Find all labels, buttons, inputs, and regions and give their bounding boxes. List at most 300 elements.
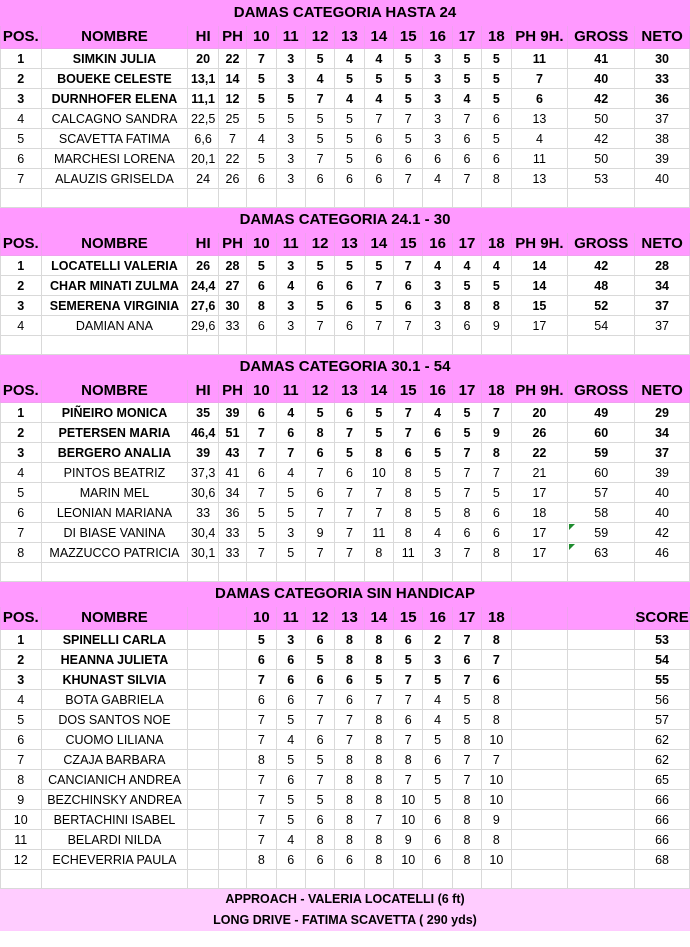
- cell-pos: 3: [1, 296, 42, 316]
- cell-score: 56: [635, 690, 690, 710]
- cell-ph: 41: [218, 463, 246, 483]
- cell-hole: 7: [247, 49, 276, 69]
- empty-cell: [568, 690, 635, 710]
- cell-neto: 40: [635, 169, 690, 189]
- cell-neto: 40: [635, 503, 690, 523]
- empty-cell: [511, 830, 568, 850]
- empty-cell: [452, 870, 481, 889]
- cell-hole: 8: [482, 690, 511, 710]
- empty-cell: [568, 670, 635, 690]
- header-hole: 13: [335, 380, 364, 403]
- empty-cell: [511, 563, 568, 582]
- header-hole: 14: [364, 233, 393, 256]
- cell-hole: 7: [452, 483, 481, 503]
- cell-ph: 7: [218, 129, 246, 149]
- cell-hole: 7: [394, 730, 423, 750]
- cell-name: DAMIAN ANA: [41, 316, 188, 336]
- cell-ph: 30: [218, 296, 246, 316]
- cell-hole: 8: [452, 790, 481, 810]
- cell-hole: 5: [335, 149, 364, 169]
- cell-pos: 1: [1, 630, 42, 650]
- cell-hole: 3: [276, 523, 305, 543]
- empty-cell: [511, 750, 568, 770]
- cell-neto: 29: [635, 403, 690, 423]
- empty-cell: [188, 730, 218, 750]
- header-hole: 10: [247, 607, 276, 630]
- cell-hole: 7: [394, 403, 423, 423]
- cell-name: MAZZUCCO PATRICIA: [41, 543, 188, 563]
- cell-hole: 8: [364, 770, 393, 790]
- cell-hole: 3: [423, 89, 452, 109]
- table-row: [1, 129, 690, 149]
- header-hi: HI: [188, 233, 218, 256]
- cell-hi: 24,4: [188, 276, 218, 296]
- cell-hole: 6: [482, 523, 511, 543]
- cell-hole: 8: [305, 423, 334, 443]
- cell-gross: 59: [568, 523, 635, 543]
- cell-hole: 11: [394, 543, 423, 563]
- cell-hole: 6: [364, 169, 393, 189]
- table-row: [1, 830, 690, 850]
- cell-hole: 5: [364, 69, 393, 89]
- cell-hole: 8: [364, 730, 393, 750]
- cell-hole: 7: [452, 770, 481, 790]
- header-ph: PH: [218, 26, 246, 49]
- cell-hole: 7: [247, 790, 276, 810]
- cell-hole: 4: [305, 69, 334, 89]
- cell-ph9: 18: [511, 503, 568, 523]
- cell-hole: 5: [335, 69, 364, 89]
- cell-hole: 8: [482, 630, 511, 650]
- category-title: DAMAS CATEGORIA HASTA 24: [1, 1, 690, 26]
- cell-hole: 8: [364, 750, 393, 770]
- cell-hole: 8: [364, 710, 393, 730]
- empty-cell: [364, 563, 393, 582]
- empty-cell: [482, 563, 511, 582]
- cell-hole: 6: [276, 670, 305, 690]
- cell-hole: 5: [305, 296, 334, 316]
- cell-ph9: 7: [511, 69, 568, 89]
- cell-hole: 8: [247, 296, 276, 316]
- empty-cell: [276, 336, 305, 355]
- footer-approach-row: [1, 889, 690, 910]
- cell-hole: 4: [423, 256, 452, 276]
- cell-hole: 6: [305, 169, 334, 189]
- cell-gross: 63: [568, 543, 635, 563]
- header-hole: 10: [247, 380, 276, 403]
- cell-hole: 8: [335, 630, 364, 650]
- empty-cell: [188, 607, 218, 630]
- empty-cell: [511, 670, 568, 690]
- header-ph: PH: [218, 380, 246, 403]
- cell-hole: 10: [482, 770, 511, 790]
- header-hole: 14: [364, 607, 393, 630]
- cell-hole: 8: [394, 503, 423, 523]
- long-drive-award: LONG DRIVE - FATIMA SCAVETTA ( 290 yds): [1, 910, 690, 931]
- cell-hole: 7: [364, 690, 393, 710]
- empty-cell: [188, 563, 218, 582]
- cell-hole: 5: [276, 483, 305, 503]
- cell-hole: 5: [247, 256, 276, 276]
- cell-hole: 7: [482, 650, 511, 670]
- cell-hole: 6: [247, 463, 276, 483]
- cell-hole: 3: [276, 69, 305, 89]
- empty-cell: [511, 690, 568, 710]
- cell-pos: 2: [1, 276, 42, 296]
- cell-ph: 27: [218, 276, 246, 296]
- header-hole: 13: [335, 26, 364, 49]
- empty-cell: [218, 563, 246, 582]
- header-neto: NETO: [635, 26, 690, 49]
- empty-cell: [218, 790, 246, 810]
- empty-cell: [188, 750, 218, 770]
- table-row: [1, 49, 690, 69]
- header-hole: 18: [482, 607, 511, 630]
- cell-name: CANCIANICH ANDREA: [41, 770, 188, 790]
- empty-cell: [568, 730, 635, 750]
- cell-hole: 5: [452, 710, 481, 730]
- empty-cell: [364, 189, 393, 208]
- header-ph9: PH 9H.: [511, 233, 568, 256]
- cell-hole: 3: [423, 109, 452, 129]
- cell-hole: 5: [276, 810, 305, 830]
- cell-gross: 42: [568, 256, 635, 276]
- empty-cell: [452, 336, 481, 355]
- empty-cell: [335, 189, 364, 208]
- cell-hole: 7: [364, 810, 393, 830]
- header-hole: 13: [335, 233, 364, 256]
- cell-name: SIMKIN JULIA: [41, 49, 188, 69]
- cell-hi: 30,6: [188, 483, 218, 503]
- empty-cell: [482, 336, 511, 355]
- empty-cell: [511, 336, 568, 355]
- cell-hole: 7: [394, 423, 423, 443]
- cell-gross: 41: [568, 49, 635, 69]
- header-hole: 12: [305, 380, 334, 403]
- cell-ph9: 17: [511, 316, 568, 336]
- cell-hole: 6: [423, 850, 452, 870]
- cell-hole: 5: [276, 503, 305, 523]
- cell-ph9: 13: [511, 169, 568, 189]
- empty-cell: [635, 336, 690, 355]
- cell-hi: 22,5: [188, 109, 218, 129]
- cell-pos: 8: [1, 543, 42, 563]
- cell-hole: 10: [482, 850, 511, 870]
- header-hole: 12: [305, 607, 334, 630]
- cell-hole: 5: [364, 670, 393, 690]
- empty-cell: [247, 336, 276, 355]
- cell-hole: 8: [394, 523, 423, 543]
- cell-hole: 7: [364, 276, 393, 296]
- cell-hole: 6: [423, 830, 452, 850]
- empty-cell: [568, 563, 635, 582]
- empty-cell: [218, 750, 246, 770]
- cell-hole: 6: [305, 850, 334, 870]
- cell-hole: 7: [305, 770, 334, 790]
- empty-cell: [568, 750, 635, 770]
- cell-pos: 1: [1, 256, 42, 276]
- table-row: [1, 316, 690, 336]
- empty-cell: [247, 189, 276, 208]
- cell-hole: 6: [364, 149, 393, 169]
- cell-ph: 39: [218, 403, 246, 423]
- cell-hole: 7: [452, 670, 481, 690]
- cell-gross: 54: [568, 316, 635, 336]
- table-row: [1, 543, 690, 563]
- cell-hole: 10: [364, 463, 393, 483]
- header-hole: 10: [247, 26, 276, 49]
- cell-hole: 5: [247, 109, 276, 129]
- empty-cell: [41, 563, 188, 582]
- table-row: [1, 770, 690, 790]
- cell-hole: 5: [452, 49, 481, 69]
- cell-hole: 10: [482, 790, 511, 810]
- cell-pos: 1: [1, 403, 42, 423]
- cell-name: CHAR MINATI ZULMA: [41, 276, 188, 296]
- empty-cell: [305, 870, 334, 889]
- cell-hole: 7: [247, 830, 276, 850]
- cell-hole: 7: [247, 770, 276, 790]
- table-row: [1, 109, 690, 129]
- cell-hi: 46,4: [188, 423, 218, 443]
- cell-hole: 6: [305, 443, 334, 463]
- cell-ph9: 11: [511, 149, 568, 169]
- cell-hole: 10: [394, 810, 423, 830]
- column-header-row: [1, 26, 690, 49]
- cell-hole: 4: [364, 89, 393, 109]
- cell-pos: 10: [1, 810, 42, 830]
- cell-score: 66: [635, 790, 690, 810]
- empty-cell: [511, 630, 568, 650]
- header-pos: POS.: [1, 26, 42, 49]
- cell-hole: 8: [364, 443, 393, 463]
- cell-score: 68: [635, 850, 690, 870]
- cell-name: BERTACHINI ISABEL: [41, 810, 188, 830]
- empty-cell: [511, 770, 568, 790]
- cell-hole: 10: [394, 850, 423, 870]
- cell-hole: 5: [276, 790, 305, 810]
- header-name: NOMBRE: [41, 233, 188, 256]
- header-hole: 14: [364, 26, 393, 49]
- table-row: [1, 630, 690, 650]
- cell-name: BELARDI NILDA: [41, 830, 188, 850]
- table-row: [1, 443, 690, 463]
- empty-cell: [218, 810, 246, 830]
- empty-cell: [335, 336, 364, 355]
- cell-hole: 6: [394, 276, 423, 296]
- results-body: [1, 1, 690, 931]
- empty-cell: [188, 650, 218, 670]
- empty-cell: [335, 563, 364, 582]
- spacer-row: [1, 870, 690, 889]
- cell-hole: 5: [305, 49, 334, 69]
- cell-hole: 8: [482, 169, 511, 189]
- cell-name: PIÑEIRO MONICA: [41, 403, 188, 423]
- empty-cell: [568, 710, 635, 730]
- cell-name: SPINELLI CARLA: [41, 630, 188, 650]
- cell-name: PINTOS BEATRIZ: [41, 463, 188, 483]
- cell-hole: 2: [423, 630, 452, 650]
- cell-neto: 39: [635, 463, 690, 483]
- cell-hole: 3: [423, 316, 452, 336]
- cell-hole: 5: [452, 690, 481, 710]
- cell-ph9: 21: [511, 463, 568, 483]
- empty-cell: [568, 630, 635, 650]
- table-row: [1, 690, 690, 710]
- cell-hole: 7: [305, 316, 334, 336]
- cell-hole: 6: [452, 650, 481, 670]
- cell-hole: 6: [394, 443, 423, 463]
- cell-hole: 4: [423, 710, 452, 730]
- empty-cell: [568, 336, 635, 355]
- empty-cell: [188, 189, 218, 208]
- cell-name: BEZCHINSKY ANDREA: [41, 790, 188, 810]
- empty-cell: [188, 850, 218, 870]
- cell-hi: 37,3: [188, 463, 218, 483]
- cell-name: MARCHESI LORENA: [41, 149, 188, 169]
- cell-pos: 5: [1, 483, 42, 503]
- cell-hole: 9: [482, 316, 511, 336]
- cell-hole: 6: [276, 423, 305, 443]
- cell-hole: 5: [276, 543, 305, 563]
- cell-hole: 9: [482, 423, 511, 443]
- empty-cell: [188, 710, 218, 730]
- cell-hole: 8: [394, 463, 423, 483]
- header-hole: 12: [305, 233, 334, 256]
- cell-hole: 7: [247, 483, 276, 503]
- cell-hole: 6: [452, 149, 481, 169]
- cell-hole: 5: [482, 49, 511, 69]
- empty-cell: [247, 563, 276, 582]
- empty-cell: [511, 607, 568, 630]
- column-header-row: [1, 380, 690, 403]
- cell-ph9: 13: [511, 109, 568, 129]
- header-pos: POS.: [1, 233, 42, 256]
- empty-cell: [188, 336, 218, 355]
- cell-hole: 4: [452, 89, 481, 109]
- header-hole: 15: [394, 607, 423, 630]
- cell-hole: 5: [452, 423, 481, 443]
- cell-gross: 50: [568, 109, 635, 129]
- header-hole: 14: [364, 380, 393, 403]
- cell-hole: 8: [247, 850, 276, 870]
- header-hole: 18: [482, 380, 511, 403]
- cell-hole: 5: [247, 149, 276, 169]
- empty-cell: [511, 650, 568, 670]
- cell-neto: 42: [635, 523, 690, 543]
- cell-hole: 4: [247, 129, 276, 149]
- footer-long-drive-row: [1, 910, 690, 931]
- cell-pos: 1: [1, 49, 42, 69]
- cell-hi: 39: [188, 443, 218, 463]
- cell-hole: 7: [394, 690, 423, 710]
- empty-cell: [423, 563, 452, 582]
- empty-cell: [218, 690, 246, 710]
- cell-hole: 8: [482, 543, 511, 563]
- cell-hi: 26: [188, 256, 218, 276]
- cell-ph: 33: [218, 523, 246, 543]
- empty-cell: [188, 870, 218, 889]
- cell-hole: 8: [482, 830, 511, 850]
- empty-cell: [1, 189, 42, 208]
- cell-name: BOUEKE CELESTE: [41, 69, 188, 89]
- approach-award: APPROACH - VALERIA LOCATELLI (6 ft): [1, 889, 690, 910]
- cell-hole: 5: [305, 790, 334, 810]
- cell-hole: 7: [452, 443, 481, 463]
- cell-ph: 22: [218, 149, 246, 169]
- cell-ph9: 20: [511, 403, 568, 423]
- header-hole: 11: [276, 233, 305, 256]
- cell-hole: 5: [452, 69, 481, 89]
- cell-ph9: 17: [511, 523, 568, 543]
- empty-cell: [423, 870, 452, 889]
- cell-hi: 20: [188, 49, 218, 69]
- cell-hole: 6: [423, 810, 452, 830]
- header-hole: 16: [423, 380, 452, 403]
- category-title: DAMAS CATEGORIA 24.1 - 30: [1, 208, 690, 233]
- header-hole: 17: [452, 607, 481, 630]
- cell-gross: 52: [568, 296, 635, 316]
- cell-hole: 6: [394, 149, 423, 169]
- cell-pos: 5: [1, 710, 42, 730]
- cell-hole: 7: [305, 690, 334, 710]
- empty-cell: [188, 810, 218, 830]
- cell-neto: 39: [635, 149, 690, 169]
- header-hole: 16: [423, 26, 452, 49]
- empty-cell: [305, 563, 334, 582]
- table-row: [1, 523, 690, 543]
- cell-hole: 8: [452, 810, 481, 830]
- cell-hi: 33: [188, 503, 218, 523]
- cell-ph9: 17: [511, 543, 568, 563]
- cell-neto: 38: [635, 129, 690, 149]
- cell-name: ECHEVERRIA PAULA: [41, 850, 188, 870]
- header-ph9: PH 9H.: [511, 26, 568, 49]
- cell-name: CALCAGNO SANDRA: [41, 109, 188, 129]
- cell-ph: 34: [218, 483, 246, 503]
- cell-hole: 5: [247, 503, 276, 523]
- cell-name: CUOMO LILIANA: [41, 730, 188, 750]
- empty-cell: [568, 850, 635, 870]
- empty-cell: [482, 870, 511, 889]
- cell-pos: 4: [1, 690, 42, 710]
- cell-hole: 8: [305, 830, 334, 850]
- header-hole: 17: [452, 380, 481, 403]
- cell-neto: 37: [635, 109, 690, 129]
- cell-hole: 6: [276, 850, 305, 870]
- table-row: [1, 403, 690, 423]
- empty-cell: [364, 870, 393, 889]
- column-header-row: [1, 607, 690, 630]
- cell-hole: 4: [335, 89, 364, 109]
- table-row: [1, 710, 690, 730]
- empty-cell: [188, 670, 218, 690]
- header-gross: GROSS: [568, 233, 635, 256]
- cell-hole: 6: [452, 129, 481, 149]
- cell-name: DOS SANTOS NOE: [41, 710, 188, 730]
- spacer-row: [1, 563, 690, 582]
- table-row: [1, 423, 690, 443]
- cell-hole: 6: [335, 169, 364, 189]
- cell-hole: 5: [482, 89, 511, 109]
- empty-cell: [218, 630, 246, 650]
- cell-hole: 5: [305, 256, 334, 276]
- cell-name: SEMERENA VIRGINIA: [41, 296, 188, 316]
- table-row: [1, 169, 690, 189]
- empty-cell: [218, 710, 246, 730]
- cell-hole: 7: [452, 630, 481, 650]
- cell-hole: 5: [452, 403, 481, 423]
